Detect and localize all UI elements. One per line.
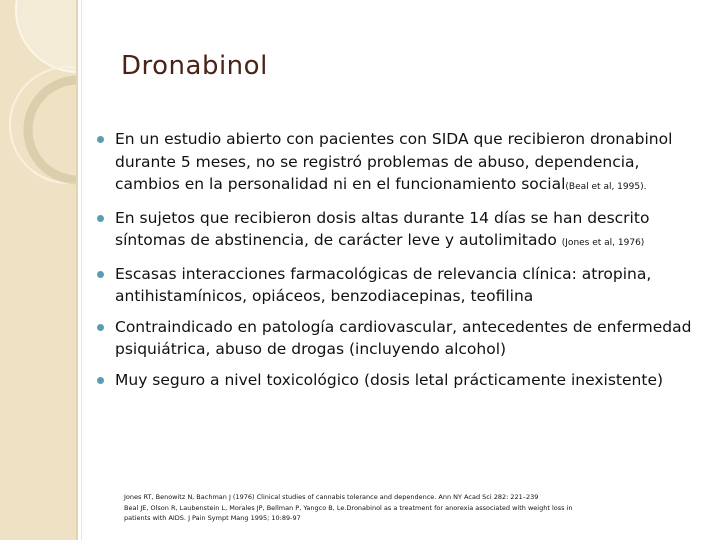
bullet-text: En sujetos que recibieron dosis altas durante 14 días se han descrito síntomas de abstinencia, de carácter leve y autolimitado <box>115 208 650 249</box>
reference: Jones RT, Benowitz N, Bachman J (1976) Clinical studies of cannabis tolerance and dependence. Ann NY Acad Sci 282: 221–239 <box>124 493 539 501</box>
citation: (Beal et al, 1995). <box>565 182 647 192</box>
bullet-text: Escasas interacciones farmacológicas de relevancia clínica: atropina, antihistamínicos, opiáceos, benzodiacepinas, teofilina <box>115 264 652 305</box>
bullet-list <box>92 128 692 399</box>
bullet-item <box>92 316 692 361</box>
decorative-circles-icon <box>0 0 76 540</box>
bullet-icon <box>97 215 104 222</box>
bullet-icon <box>97 136 104 143</box>
bullet-icon <box>97 271 104 278</box>
bullet-text: Muy seguro a nivel toxicológico (dosis letal prácticamente inexistente) <box>115 370 664 389</box>
citation: (Jones et al, 1976) <box>561 238 645 248</box>
bullet-icon <box>97 324 104 331</box>
reference: Beal JE, Olson R, Laubenstein L, Morales JP, Bellman P, Yangco B, Le.Dronabinol as a treatment for anorexia associated with weight loss in patients with AIDS. J Pain Sympt Mang 1995; 10:89-97 <box>124 503 573 522</box>
decorative-sidebar <box>0 0 78 540</box>
slide-title: Dronabinol <box>121 51 268 81</box>
bullet-item <box>92 369 692 392</box>
bullet-item <box>92 207 692 255</box>
bullet-item <box>92 263 692 308</box>
bullet-icon <box>97 377 104 384</box>
references <box>124 492 594 524</box>
bullet-item <box>92 128 692 199</box>
bullet-text: Contraindicado en patología cardiovascular, antecedentes de enfermedad psiquiátrica, abuso de drogas (incluyendo alcohol) <box>115 317 692 358</box>
bullet-text: En un estudio abierto con pacientes con SIDA que recibieron dronabinol durante 5 meses, no se registró problemas de abuso, dependencia, cambios en la personalidad ni en el funcionamiento social <box>115 130 673 193</box>
